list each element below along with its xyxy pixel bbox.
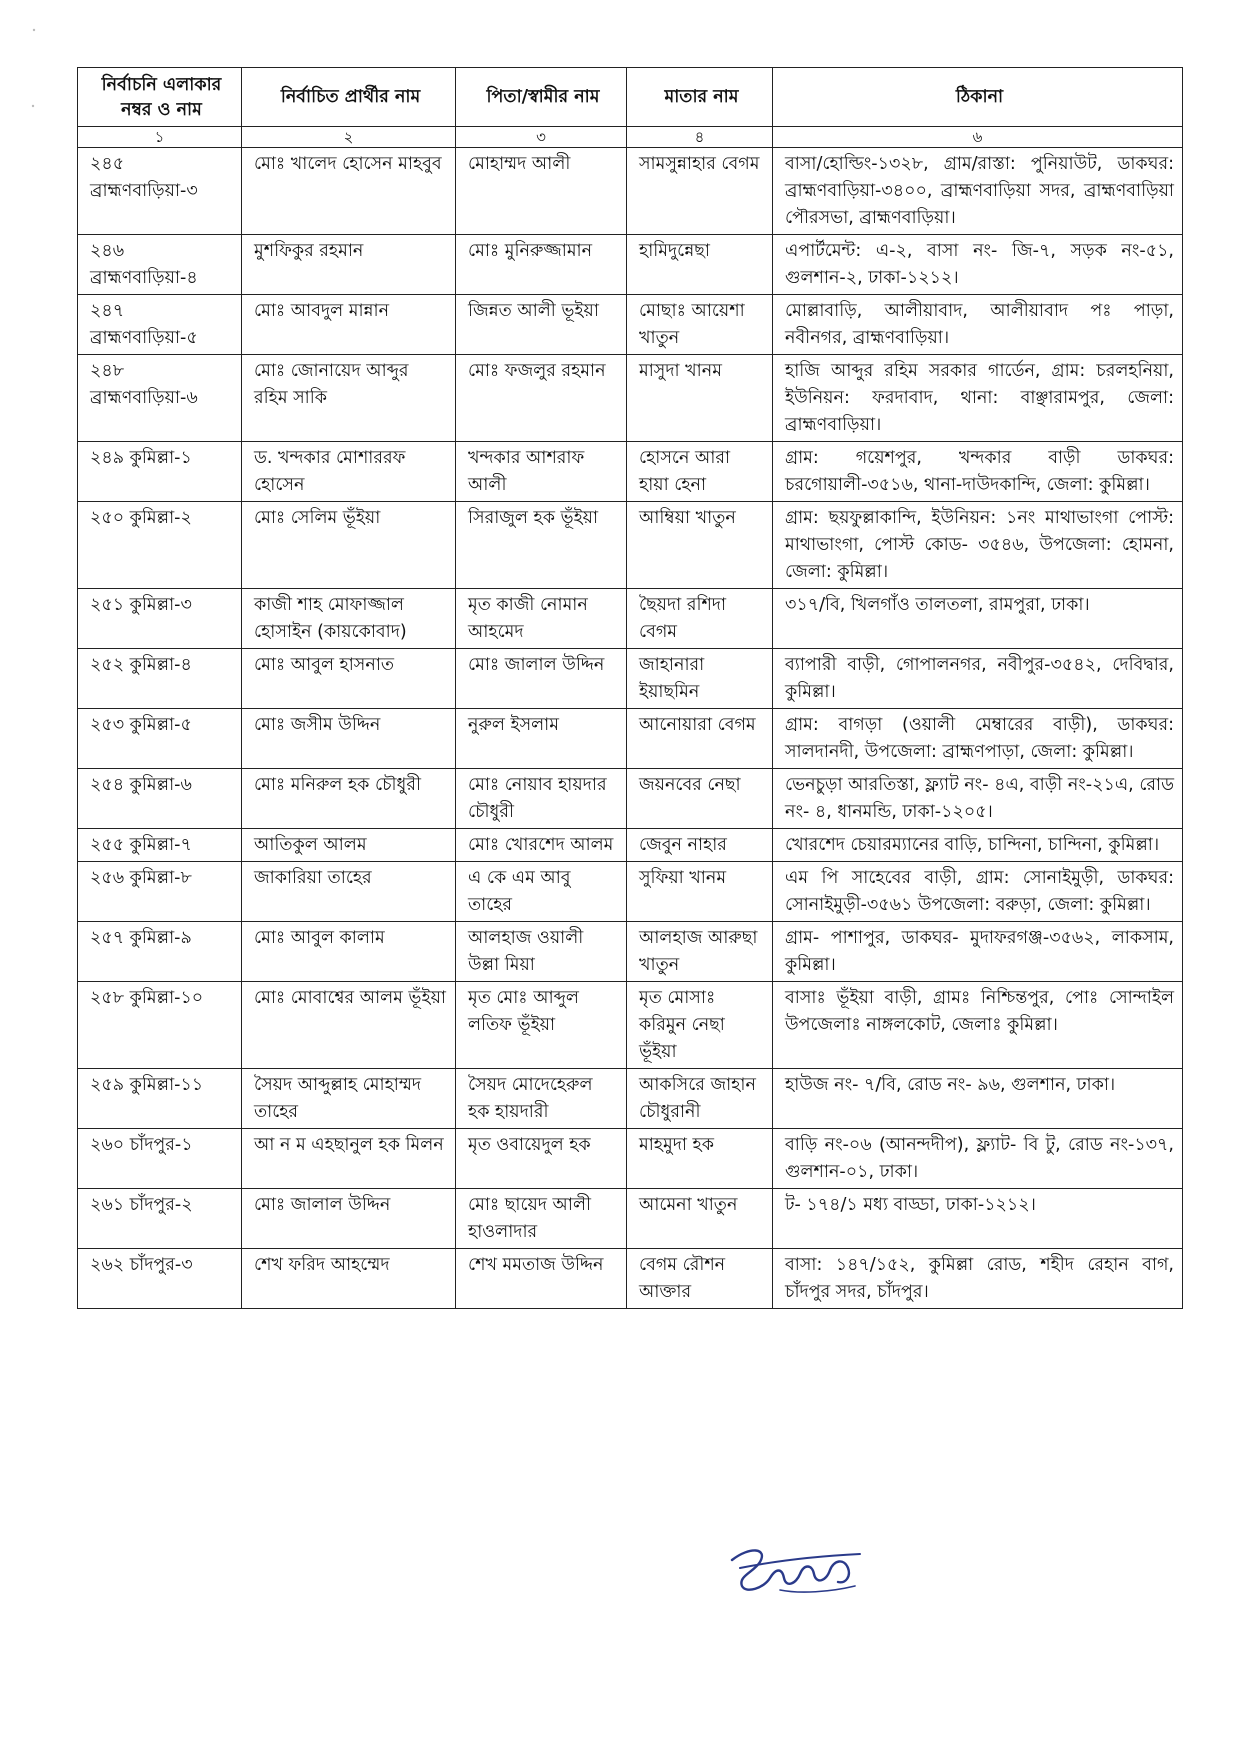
cell-address: বাসা/হোল্ডিং-১৩২৮, গ্রাম/রাস্তা: পুনিয়াউট, ডাকঘর: ব্রাহ্মণবাড়িয়া-৩৪০০, ব্রাহ্মণবাড়িয়া সদর, ব্রাহ্মণবাড়িয়া পৌরসভা, ব্রাহ্মণবাড়িয়া। (773, 148, 1183, 235)
table-header-row (78, 68, 1183, 127)
cell-constituency: ২৫২ কুমিল্লা-৪ (78, 649, 242, 709)
header-constituency: নির্বাচনি এলাকার নম্বর ও নাম (78, 68, 242, 127)
cell-candidate-name: মোঃ জালাল উদ্দিন (242, 1189, 456, 1249)
cell-father-husband-name: মোঃ ছায়েদ আলী হাওলাদার (456, 1189, 627, 1249)
cell-address: বাসা: ১৪৭/১৫২, কুমিল্লা রোড, শহীদ রেহান বাগ, চাঁদপুর সদর, চাঁদপুর। (773, 1249, 1183, 1309)
table-row (78, 148, 1183, 235)
cell-candidate-name: সৈয়দ আব্দুল্লাহ মোহাম্মদ তাহের (242, 1069, 456, 1129)
table-row (78, 1189, 1183, 1249)
table-row (78, 922, 1183, 982)
cell-father-husband-name: মোঃ মুনিরুজ্জামান (456, 235, 627, 295)
header-father-husband-name: পিতা/স্বামীর নাম (456, 68, 627, 127)
header-mother-name: মাতার নাম (627, 68, 773, 127)
table-row (78, 862, 1183, 922)
cell-address: হাউজ নং- ৭/বি, রোড নং- ৯৬, গুলশান, ঢাকা। (773, 1069, 1183, 1129)
cell-father-husband-name: সৈয়দ মোদেহেরুল হক হায়দারী (456, 1069, 627, 1129)
cell-address: খোরশেদ চেয়ারম্যানের বাড়ি, চান্দিনা, চান্দিনা, কুমিল্লা। (773, 829, 1183, 862)
cell-candidate-name: মোঃ জসীম উদ্দিন (242, 709, 456, 769)
scan-specks (30, 20, 38, 110)
column-number-row (78, 127, 1183, 148)
cell-candidate-name: মোঃ মনিরুল হক চৌধুরী (242, 769, 456, 829)
cell-constituency: ২৪৭ ব্রাহ্মণবাড়িয়া-৫ (78, 295, 242, 355)
cell-mother-name: আলহাজ আরুছা খাতুন (627, 922, 773, 982)
cell-address: ৩১৭/বি, খিলগাঁও তালতলা, রামপুরা, ঢাকা। (773, 589, 1183, 649)
table-row (78, 295, 1183, 355)
cell-father-husband-name: মোঃ নোয়াব হায়দার চৌধুরী (456, 769, 627, 829)
cell-father-husband-name: মৃত কাজী নোমান আহমেদ (456, 589, 627, 649)
cell-mother-name: মাহমুদা হক (627, 1129, 773, 1189)
cell-candidate-name: শেখ ফরিদ আহম্মেদ (242, 1249, 456, 1309)
cell-candidate-name: মোঃ সেলিম ভূঁইয়া (242, 502, 456, 589)
cell-father-husband-name: এ কে এম আবু তাহের (456, 862, 627, 922)
cell-father-husband-name: মোঃ ফজলুর রহমান (456, 355, 627, 442)
table-row (78, 769, 1183, 829)
table-row (78, 589, 1183, 649)
cell-constituency: ২৪৬ ব্রাহ্মণবাড়িয়া-৪ (78, 235, 242, 295)
cell-mother-name: সামসুন্নাহার বেগম (627, 148, 773, 235)
table-row (78, 1249, 1183, 1309)
cell-mother-name: মাসুদা খানম (627, 355, 773, 442)
cell-father-husband-name: মৃত ওবায়েদুল হক (456, 1129, 627, 1189)
cell-mother-name: আনোয়ারা বেগম (627, 709, 773, 769)
cell-constituency: ২৫৬ কুমিল্লা-৮ (78, 862, 242, 922)
cell-constituency: ২৫৮ কুমিল্লা-১০ (78, 982, 242, 1069)
cell-mother-name: সুফিয়া খানম (627, 862, 773, 922)
cell-father-husband-name: শেখ মমতাজ উদ্দিন (456, 1249, 627, 1309)
cell-candidate-name: ড. খন্দকার মোশাররফ হোসেন (242, 442, 456, 502)
cell-candidate-name: মোঃ খালেদ হোসেন মাহবুব (242, 148, 456, 235)
cell-address: ভেনচুড়া আরতিস্তা, ফ্ল্যাট নং- ৪এ, বাড়ী নং-২১এ, রোড নং- ৪, ধানমন্ডি, ঢাকা-১২০৫। (773, 769, 1183, 829)
cell-father-husband-name: জিন্নত আলী ভূইয়া (456, 295, 627, 355)
table-row (78, 649, 1183, 709)
table-row (78, 829, 1183, 862)
candidate-list-sheet (77, 67, 1182, 1309)
table-row (78, 502, 1183, 589)
cell-candidate-name: মোঃ জোনায়েদ আব্দুর রহিম সাকি (242, 355, 456, 442)
cell-father-husband-name: নুরুল ইসলাম (456, 709, 627, 769)
cell-address: গ্রাম- পাশাপুর, ডাকঘর- মুদাফরগঞ্জ-৩৫৬২, লাকসাম, কুমিল্লা। (773, 922, 1183, 982)
cell-mother-name: জেবুন নাহার (627, 829, 773, 862)
column-number: ২ (242, 127, 456, 148)
cell-candidate-name: জাকারিয়া তাহের (242, 862, 456, 922)
table-row (78, 1069, 1183, 1129)
cell-constituency: ২৬১ চাঁদপুর-২ (78, 1189, 242, 1249)
cell-address: এম পি সাহেবের বাড়ী, গ্রাম: সোনাইমুড়ী, ডাকঘর: সোনাইমুড়ী-৩৫৬১ উপজেলা: বরুড়া, জেলা: কুমিল্লা। (773, 862, 1183, 922)
cell-father-husband-name: মোঃ জালাল উদ্দিন (456, 649, 627, 709)
cell-address: এপার্টমেন্ট: এ-২, বাসা নং- জি-৭, সড়ক নং-৫১, গুলশান-২, ঢাকা-১২১২। (773, 235, 1183, 295)
cell-mother-name: মোছাঃ আয়েশা খাতুন (627, 295, 773, 355)
cell-constituency: ২৪৮ ব্রাহ্মণবাড়িয়া-৬ (78, 355, 242, 442)
table-row (78, 982, 1183, 1069)
cell-father-husband-name: আলহাজ ওয়ালী উল্লা মিয়া (456, 922, 627, 982)
cell-mother-name: আকসিরে জাহান চৌধুরানী (627, 1069, 773, 1129)
cell-constituency: ২৬০ চাঁদপুর-১ (78, 1129, 242, 1189)
cell-candidate-name: মোঃ আবুল হাসনাত (242, 649, 456, 709)
cell-constituency: ২৫৩ কুমিল্লা-৫ (78, 709, 242, 769)
cell-address: হাজি আব্দুর রহিম সরকার গার্ডেন, গ্রাম: চরলহনিয়া, ইউনিয়ন: ফরদাবাদ, থানা: বাঞ্ছারামপুর, জেলা: ব্রাহ্মণবাড়িয়া। (773, 355, 1183, 442)
cell-mother-name: ছৈয়দা রশিদা বেগম (627, 589, 773, 649)
cell-mother-name: বেগম রৌশন আক্তার (627, 1249, 773, 1309)
cell-mother-name: হোসনে আরা হায়া হেনা (627, 442, 773, 502)
cell-candidate-name: কাজী শাহ মোফাজ্জাল হোসাইন (কায়কোবাদ) (242, 589, 456, 649)
cell-mother-name: মৃত মোসাঃ করিমুন নেছা ভূঁইয়া (627, 982, 773, 1069)
cell-constituency: ২৫৯ কুমিল্লা-১১ (78, 1069, 242, 1129)
cell-mother-name: আম্বিয়া খাতুন (627, 502, 773, 589)
cell-address: বাড়ি নং-০৬ (আনন্দদীপ), ফ্ল্যাট- বি টু, রোড নং-১৩৭, গুলশান-০১, ঢাকা। (773, 1129, 1183, 1189)
cell-constituency: ২৫৭ কুমিল্লা-৯ (78, 922, 242, 982)
cell-address: গ্রাম: গয়েশপুর, খন্দকার বাড়ী ডাকঘর: চরগোয়ালী-৩৫১৬, থানা-দাউদকান্দি, জেলা: কুমিল্লা। (773, 442, 1183, 502)
handwritten-signature (720, 1538, 870, 1608)
cell-father-husband-name: মৃত মোঃ আব্দুল লতিফ ভূঁইয়া (456, 982, 627, 1069)
table-body (78, 148, 1183, 1309)
cell-candidate-name: মোঃ মোবাশ্বের আলম ভূঁইয়া (242, 982, 456, 1069)
column-number: ৪ (627, 127, 773, 148)
cell-constituency: ২৫০ কুমিল্লা-২ (78, 502, 242, 589)
cell-constituency: ২৪৯ কুমিল্লা-১ (78, 442, 242, 502)
cell-father-husband-name: খন্দকার আশরাফ আলী (456, 442, 627, 502)
table-row (78, 355, 1183, 442)
cell-constituency: ২৫১ কুমিল্লা-৩ (78, 589, 242, 649)
cell-address: গ্রাম: বাগড়া (ওয়ালী মেম্বারের বাড়ী), ডাকঘর: সালদানদী, উপজেলা: ব্রাহ্মণপাড়া, জেলা: কুমিল্লা। (773, 709, 1183, 769)
cell-candidate-name: মুশফিকুর রহমান (242, 235, 456, 295)
cell-constituency: ২৫৫ কুমিল্লা-৭ (78, 829, 242, 862)
column-number: ৩ (456, 127, 627, 148)
cell-address: মোল্লাবাড়ি, আলীয়াবাদ, আলীয়াবাদ পঃ পাড়া, নবীনগর, ব্রাহ্মণবাড়িয়া। (773, 295, 1183, 355)
table-row (78, 709, 1183, 769)
cell-address: গ্রাম: ছয়ফুল্লাকান্দি, ইউনিয়ন: ১নং মাথাভাংগা পোস্ট: মাথাভাংগা, পোস্ট কোড- ৩৫৪৬, উপজেলা: হোমনা, জেলা: কুমিল্লা। (773, 502, 1183, 589)
cell-mother-name: হামিদুন্নেছা (627, 235, 773, 295)
header-candidate-name: নির্বাচিত প্রার্থীর নাম (242, 68, 456, 127)
cell-candidate-name: আ ন ম এহছানুল হক মিলন (242, 1129, 456, 1189)
cell-constituency: ২৪৫ ব্রাহ্মণবাড়িয়া-৩ (78, 148, 242, 235)
cell-candidate-name: আতিকুল আলম (242, 829, 456, 862)
cell-mother-name: জাহানারা ইয়াছমিন (627, 649, 773, 709)
cell-father-husband-name: মোঃ খোরশেদ আলম (456, 829, 627, 862)
cell-constituency: ২৬২ চাঁদপুর-৩ (78, 1249, 242, 1309)
cell-address: ট- ১৭৪/১ মধ্য বাড্ডা, ঢাকা-১২১২। (773, 1189, 1183, 1249)
cell-constituency: ২৫৪ কুমিল্লা-৬ (78, 769, 242, 829)
header-address: ঠিকানা (773, 68, 1183, 127)
elected-candidates-table (77, 67, 1183, 1309)
cell-mother-name: আমেনা খাতুন (627, 1189, 773, 1249)
cell-address: ব্যাপারী বাড়ী, গোপালনগর, নবীপুর-৩৫৪২, দেবিদ্বার, কুমিল্লা। (773, 649, 1183, 709)
cell-father-husband-name: সিরাজুল হক ভূঁইয়া (456, 502, 627, 589)
column-number: ১ (78, 127, 242, 148)
table-row (78, 442, 1183, 502)
cell-candidate-name: মোঃ আবুল কালাম (242, 922, 456, 982)
table-row (78, 1129, 1183, 1189)
cell-candidate-name: মোঃ আবদুল মান্নান (242, 295, 456, 355)
cell-mother-name: জয়নবের নেছা (627, 769, 773, 829)
table-row (78, 235, 1183, 295)
cell-address: বাসাঃ ভূঁইয়া বাড়ী, গ্রামঃ নিশ্চিন্তপুর, পোঃ সোন্দাইল উপজেলাঃ নাঙ্গলকোট, জেলাঃ কুমিল্লা। (773, 982, 1183, 1069)
cell-father-husband-name: মোহাম্মদ আলী (456, 148, 627, 235)
column-number: ৬ (773, 127, 1183, 148)
